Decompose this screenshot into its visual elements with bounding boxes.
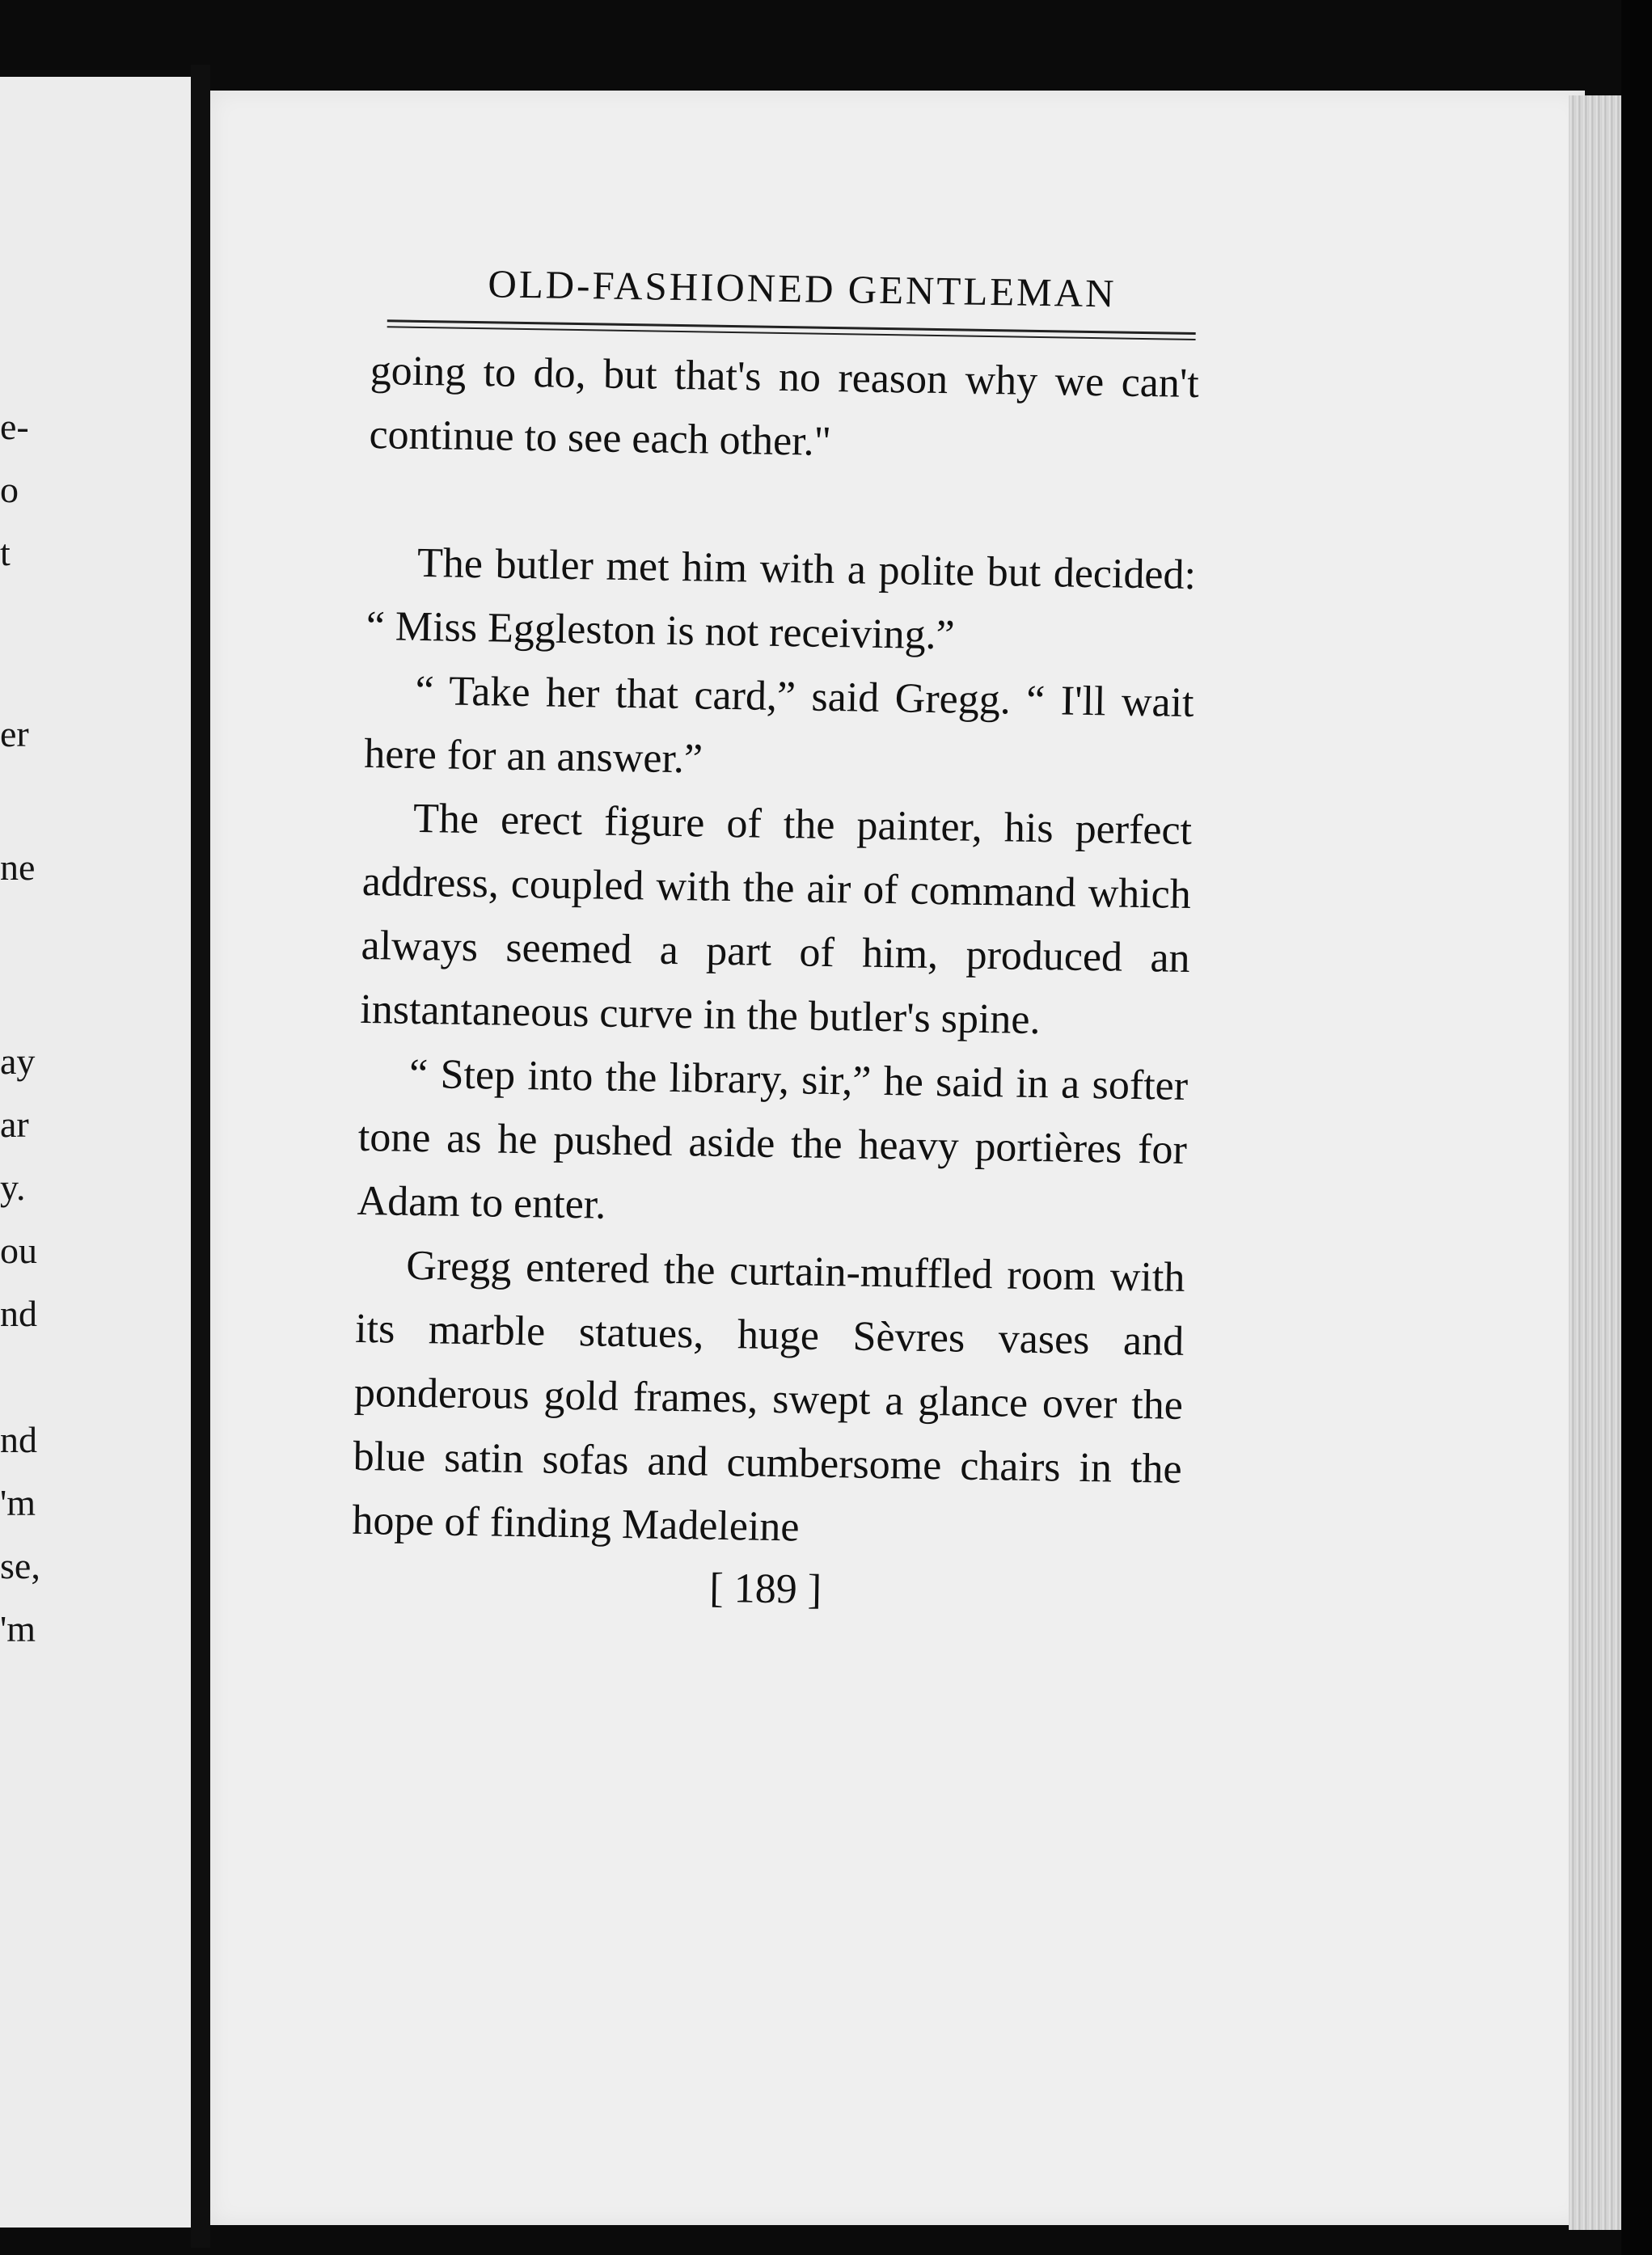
header-rule bbox=[387, 319, 1196, 340]
left-page-fragment: ay bbox=[0, 1041, 36, 1082]
paragraph: The erect figure of the painter, his perfect address, coupled with the air of command which always seemed a part of him, produced an instantaneous curve in the butler's spine. bbox=[359, 795, 1193, 1044]
left-page-fragment: o bbox=[0, 469, 19, 510]
paragraph: going to do, but that's no reason why we can't continue to see each other." bbox=[369, 347, 1200, 465]
paragraph: Gregg entered the curtain-muffled room with its marble statues, huge Sèvres vases and ponderous gold frames, swept a glance over the blue satin sofas and cumbersome chairs in the hope of finding Madeleine bbox=[352, 1242, 1185, 1551]
left-page-fragment: ar bbox=[0, 1104, 29, 1145]
paragraph: “ Take her that card,” said Gregg. “ I'll wait here for an answer.” bbox=[363, 667, 1194, 783]
left-page-fragment: e- bbox=[0, 406, 29, 447]
page-text-block bbox=[351, 259, 1201, 1619]
book-gutter bbox=[191, 65, 210, 2248]
left-page-fragment: nd bbox=[0, 1293, 37, 1334]
paragraph: “ Step into the library, sir,” he said in a softer tone as he pushed aside the heavy portières for Adam to enter. bbox=[357, 1050, 1189, 1228]
left-page-fragment: y. bbox=[0, 1167, 26, 1208]
left-page-fragment: ou bbox=[0, 1230, 37, 1271]
page-edge-stack bbox=[1569, 95, 1625, 2230]
paragraph: The butler met him with a polite but decided: “ Miss Eggleston is not receiving.” bbox=[365, 539, 1197, 659]
left-page-fragment: se, bbox=[0, 1545, 40, 1586]
left-page-fragment: 'm bbox=[0, 1482, 36, 1523]
left-page-fragment: 'm bbox=[0, 1608, 36, 1649]
left-page-fragment: er bbox=[0, 713, 29, 754]
left-page-fragment: nd bbox=[0, 1419, 37, 1460]
left-page-fragment: ne bbox=[0, 847, 36, 888]
scan-border bbox=[1621, 0, 1652, 2255]
previous-page-strip bbox=[0, 77, 191, 2228]
page-number: [ 189 ] bbox=[708, 1565, 822, 1613]
running-head: OLD-FASHIONED GENTLEMAN bbox=[488, 261, 1117, 316]
left-page-fragment: t bbox=[0, 532, 11, 573]
